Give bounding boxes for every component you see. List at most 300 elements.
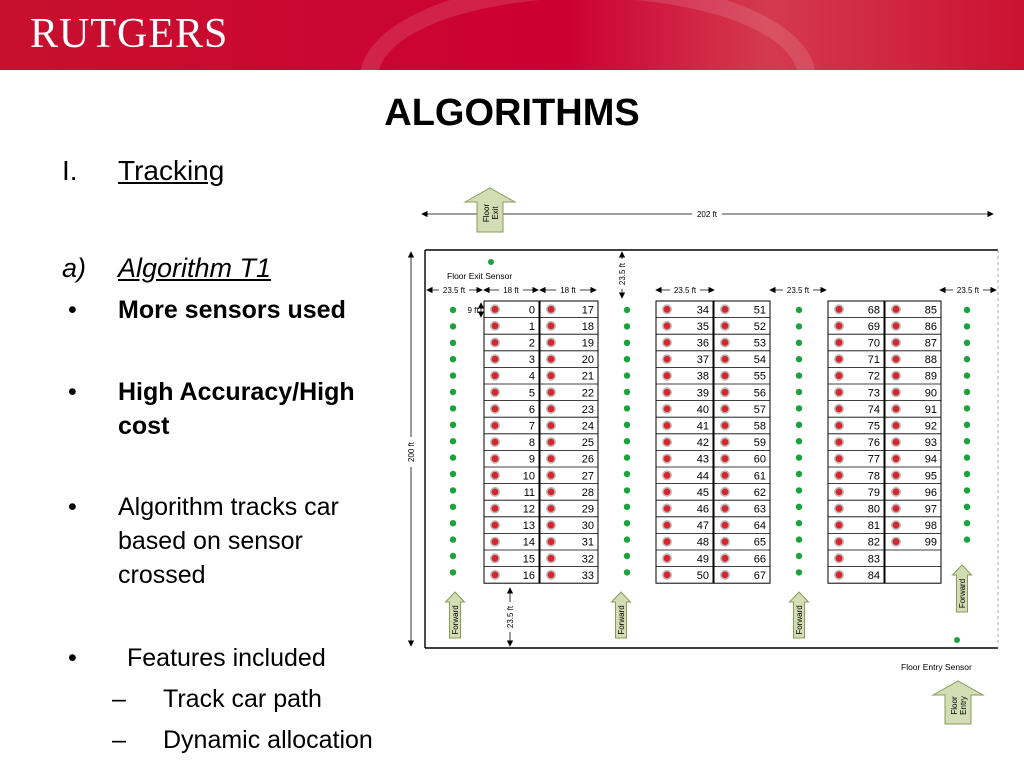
space-number: 78: [867, 470, 880, 483]
space-length-label: 18 ft: [503, 286, 519, 295]
space-number: 13: [522, 520, 535, 533]
space-number: 69: [867, 320, 880, 333]
space-number: 85: [924, 304, 937, 317]
space-sensor: [721, 322, 729, 330]
space-sensor: [547, 455, 555, 463]
bullet-high-accuracy-line1: High Accuracy/High: [118, 378, 355, 406]
space-number: 76: [867, 437, 880, 450]
space-sensor: [835, 504, 843, 512]
aisle-dimension-label: 23.5 ft: [442, 286, 466, 295]
aisle-sensor: [796, 356, 802, 362]
space-sensor: [547, 488, 555, 496]
space-sensor: [491, 388, 499, 396]
space-number: 86: [924, 320, 937, 333]
space-sensor: [663, 405, 671, 413]
aisle-sensor: [796, 569, 802, 575]
space-sensor: [547, 471, 555, 479]
aisle-sensor: [964, 536, 970, 542]
space-sensor: [663, 438, 671, 446]
space-sensor: [491, 471, 499, 479]
aisle-sensor: [624, 487, 630, 493]
space-number: 35: [696, 320, 709, 333]
aisle-sensor: [964, 471, 970, 477]
space-number: 60: [753, 453, 766, 466]
space-number: 46: [696, 503, 709, 516]
space-number: 77: [867, 453, 880, 466]
aisle-sensor: [624, 569, 630, 575]
space-number: 68: [867, 304, 880, 317]
space-number: 25: [581, 437, 594, 450]
space-sensor: [892, 521, 900, 529]
space-sensor: [547, 421, 555, 429]
space-sensor: [835, 521, 843, 529]
rutgers-logo: RUTGERS: [30, 11, 229, 57]
space-sensor: [721, 421, 729, 429]
aisle-sensor: [450, 520, 456, 526]
space-sensor: [892, 471, 900, 479]
floor-exit-sensor: [488, 259, 494, 265]
space-number: 27: [581, 470, 594, 483]
space-number: 91: [924, 403, 937, 416]
aisle-sensor: [964, 323, 970, 329]
bullet-marker: •: [68, 493, 77, 521]
bottom-aisle-dimension-label: 23.5 ft: [506, 605, 515, 629]
bullet-tracks-line2: based on sensor: [118, 527, 303, 555]
space-sensor: [547, 438, 555, 446]
space-sensor: [835, 455, 843, 463]
space-number: 67: [753, 569, 766, 582]
space-sensor: [547, 405, 555, 413]
space-sensor: [491, 355, 499, 363]
space-number: 72: [867, 370, 880, 383]
space-number: 65: [753, 536, 766, 549]
space-sensor: [721, 488, 729, 496]
space-sensor: [721, 355, 729, 363]
aisle-sensor: [796, 372, 802, 378]
space-sensor: [491, 538, 499, 546]
aisle-sensor: [964, 504, 970, 510]
space-sensor: [835, 421, 843, 429]
space-number: 74: [867, 403, 880, 416]
space-number: 16: [522, 569, 535, 582]
floor-exit-sensor-label: Floor Exit Sensor: [447, 271, 513, 281]
space-number: 43: [696, 453, 709, 466]
space-sensor: [835, 388, 843, 396]
space-sensor: [663, 538, 671, 546]
floor-entry-label: Floor: [950, 696, 959, 715]
space-sensor: [835, 571, 843, 579]
aisle-sensor: [624, 372, 630, 378]
space-sensor: [547, 554, 555, 562]
space-number: 36: [696, 337, 709, 350]
space-sensor: [835, 338, 843, 346]
space-number: 44: [696, 470, 709, 483]
space-sensor: [491, 521, 499, 529]
bullet-more-sensors: More sensors used: [118, 296, 346, 324]
space-number: 73: [867, 387, 880, 400]
space-sensor: [835, 438, 843, 446]
aisle-sensor: [450, 487, 456, 493]
space-sensor: [835, 322, 843, 330]
space-sensor: [721, 372, 729, 380]
space-sensor: [721, 405, 729, 413]
floor-exit-label: Exit: [491, 206, 500, 220]
section-title: Tracking: [118, 155, 225, 186]
space-number: 59: [753, 437, 766, 450]
space-number: 88: [924, 354, 937, 367]
aisle-sensor: [964, 372, 970, 378]
bullet-tracks-line1: Algorithm tracks car: [118, 493, 339, 521]
subsection-title: Algorithm T1: [118, 253, 272, 283]
space-sensor: [491, 421, 499, 429]
aisle-sensor: [450, 356, 456, 362]
space-number: 71: [867, 354, 880, 367]
space-number: 89: [924, 370, 937, 383]
space-number: 23: [581, 403, 594, 416]
space-number: 32: [581, 553, 594, 566]
height-dimension-label: 200 ft: [407, 441, 416, 463]
space-sensor: [491, 438, 499, 446]
space-number: 58: [753, 420, 766, 433]
space-number: 48: [696, 536, 709, 549]
space-number: 63: [753, 503, 766, 516]
space-sensor: [892, 455, 900, 463]
space-sensor: [547, 504, 555, 512]
aisle-sensor: [624, 454, 630, 460]
aisle-sensor: [624, 504, 630, 510]
aisle-sensor: [964, 307, 970, 313]
space-number: 98: [924, 520, 937, 533]
space-number: 34: [696, 304, 709, 317]
aisle-sensor: [450, 569, 456, 575]
space-number: 9: [528, 453, 535, 466]
aisle-sensor: [624, 422, 630, 428]
space-number: 18: [581, 320, 594, 333]
space-sensor: [892, 388, 900, 396]
space-number: 57: [753, 403, 766, 416]
forward-label: Forward: [451, 605, 460, 635]
space-number: 7: [528, 420, 535, 433]
space-sensor: [547, 355, 555, 363]
space-number: 37: [696, 354, 709, 367]
space-number: 82: [867, 536, 880, 549]
space-sensor: [721, 521, 729, 529]
space-number: 2: [528, 337, 535, 350]
space-sensor: [892, 438, 900, 446]
aisle-sensor: [450, 389, 456, 395]
aisle-sensor: [964, 487, 970, 493]
aisle-sensor: [450, 422, 456, 428]
space-sensor: [547, 338, 555, 346]
space-sensor: [491, 455, 499, 463]
aisle-sensor: [796, 487, 802, 493]
forward-label: Forward: [795, 605, 804, 635]
sub-bullet-track-path: Track car path: [163, 685, 322, 713]
aisle-sensor: [450, 536, 456, 542]
aisle-sensor: [964, 454, 970, 460]
section-number: I.: [62, 155, 78, 186]
aisle-sensor: [796, 438, 802, 444]
aisle-sensor: [624, 536, 630, 542]
space-number: 54: [753, 354, 766, 367]
dash-marker: –: [112, 726, 126, 754]
space-number: 5: [528, 387, 535, 400]
space-sensor: [892, 504, 900, 512]
space-sensor: [835, 554, 843, 562]
aisle-sensor: [796, 340, 802, 346]
space-sensor: [663, 421, 671, 429]
space-sensor: [892, 338, 900, 346]
space-sensor: [835, 405, 843, 413]
aisle-sensor: [796, 553, 802, 559]
floor-entry-sensor: [954, 637, 960, 643]
space-sensor: [491, 338, 499, 346]
space-number: 97: [924, 503, 937, 516]
bullet-tracks-line3: crossed: [118, 561, 206, 589]
space-number: 8: [528, 437, 535, 450]
space-number: 28: [581, 486, 594, 499]
space-number: 22: [581, 387, 594, 400]
floor-entry-sensor-label: Floor Entry Sensor: [901, 662, 972, 672]
space-sensor: [491, 571, 499, 579]
space-number: 49: [696, 553, 709, 566]
space-number: 12: [522, 503, 535, 516]
aisle-sensor: [624, 323, 630, 329]
aisle-sensor: [450, 323, 456, 329]
space-number: 92: [924, 420, 937, 433]
space-sensor: [547, 521, 555, 529]
space-number: 26: [581, 453, 594, 466]
space-number: 80: [867, 503, 880, 516]
bullet-marker: •: [68, 644, 77, 672]
space-sensor: [547, 322, 555, 330]
space-sensor: [491, 305, 499, 313]
space-sensor: [835, 488, 843, 496]
space-number: 70: [867, 337, 880, 350]
space-sensor: [663, 521, 671, 529]
aisle-sensor: [624, 340, 630, 346]
space-sensor: [547, 538, 555, 546]
space-length-label: 18 ft: [560, 286, 576, 295]
space-sensor: [892, 355, 900, 363]
space-sensor: [547, 372, 555, 380]
space-number: 39: [696, 387, 709, 400]
space-number: 83: [867, 553, 880, 566]
space-sensor: [721, 571, 729, 579]
aisle-sensor: [450, 504, 456, 510]
space-sensor: [835, 538, 843, 546]
aisle-dimension-label: 23.5 ft: [786, 286, 810, 295]
space-sensor: [663, 338, 671, 346]
aisle-sensor: [964, 356, 970, 362]
aisle-sensor: [796, 323, 802, 329]
bullet-marker: •: [68, 296, 77, 324]
space-sensor: [835, 355, 843, 363]
space-number: 11: [523, 486, 535, 499]
space-number: 52: [753, 320, 766, 333]
aisle-sensor: [624, 438, 630, 444]
space-sensor: [721, 554, 729, 562]
space-number: 38: [696, 370, 709, 383]
space-sensor: [547, 571, 555, 579]
aisle-sensor: [624, 520, 630, 526]
aisle-sensor: [796, 504, 802, 510]
space-number: 75: [867, 420, 880, 433]
space-sensor: [835, 372, 843, 380]
space-number: 45: [696, 486, 709, 499]
forward-label: Forward: [617, 605, 626, 635]
bullet-features: Features included: [127, 644, 326, 672]
aisle-sensor: [624, 389, 630, 395]
dash-marker: –: [112, 685, 126, 713]
space-sensor: [663, 554, 671, 562]
aisle-sensor: [624, 356, 630, 362]
space-number: 61: [753, 470, 766, 483]
space-number: 62: [753, 486, 766, 499]
space-sensor: [721, 471, 729, 479]
space-number: 55: [753, 370, 766, 383]
space-sensor: [721, 388, 729, 396]
space-sensor: [721, 455, 729, 463]
space-number: 66: [753, 553, 766, 566]
space-number: 10: [522, 470, 535, 483]
space-sensor: [491, 554, 499, 562]
space-sensor: [892, 405, 900, 413]
space-number: 33: [581, 569, 594, 582]
space-number: 40: [696, 403, 709, 416]
aisle-dimension-label: 23.5 ft: [956, 286, 980, 295]
space-sensor: [663, 355, 671, 363]
width-dimension-label: 202 ft: [696, 210, 718, 219]
space-sensor: [892, 372, 900, 380]
space-sensor: [663, 571, 671, 579]
space-sensor: [721, 538, 729, 546]
sub-bullet-dynamic-allocation: Dynamic allocation: [163, 726, 373, 754]
space-number: 19: [581, 337, 594, 350]
space-number: 31: [581, 536, 594, 549]
aisle-sensor: [796, 389, 802, 395]
space-number: 21: [581, 370, 594, 383]
space-sensor: [721, 338, 729, 346]
space-number: 90: [924, 387, 937, 400]
space-sensor: [491, 504, 499, 512]
space-number: 95: [924, 470, 937, 483]
aisle-sensor: [964, 422, 970, 428]
space-sensor: [892, 538, 900, 546]
space-number: 15: [522, 553, 535, 566]
space-number: 51: [753, 304, 766, 317]
space-sensor: [663, 388, 671, 396]
space-sensor: [663, 471, 671, 479]
space-number: 4: [528, 370, 535, 383]
space-number: 84: [867, 569, 880, 582]
space-number: 47: [696, 520, 709, 533]
space-number: 20: [581, 354, 594, 367]
aisle-sensor: [796, 405, 802, 411]
space-number: 87: [924, 337, 937, 350]
space-number: 93: [924, 437, 937, 450]
aisle-sensor: [964, 405, 970, 411]
slide-title: ALGORITHMS: [384, 92, 640, 134]
aisle-sensor: [796, 454, 802, 460]
aisle-dimension-label: 23.5 ft: [673, 286, 697, 295]
top-aisle-dimension-label: 23.5 ft: [618, 262, 627, 286]
space-sensor: [721, 504, 729, 512]
space-sensor: [663, 504, 671, 512]
aisle-sensor: [796, 536, 802, 542]
space-number: 6: [528, 403, 535, 416]
aisle-sensor: [796, 422, 802, 428]
forward-label: Forward: [958, 578, 967, 609]
bullet-high-accuracy-line2: cost: [118, 412, 170, 440]
aisle-sensor: [450, 405, 456, 411]
space-sensor: [663, 322, 671, 330]
space-number: 29: [581, 503, 594, 516]
space-sensor: [491, 372, 499, 380]
space-width-label: 9 ft: [467, 306, 479, 315]
space-sensor: [663, 455, 671, 463]
space-number: 99: [924, 536, 937, 549]
aisle-sensor: [964, 389, 970, 395]
space-sensor: [892, 421, 900, 429]
space-number: 1: [528, 320, 535, 333]
aisle-sensor: [450, 454, 456, 460]
space-number: 14: [522, 536, 535, 549]
space-number: 3: [528, 354, 535, 367]
space-sensor: [663, 372, 671, 380]
space-number: 30: [581, 520, 594, 533]
space-sensor: [491, 488, 499, 496]
aisle-sensor: [624, 471, 630, 477]
aisle-sensor: [796, 307, 802, 313]
space-number: 79: [867, 486, 880, 499]
space-number: 81: [867, 520, 880, 533]
space-number: 41: [696, 420, 709, 433]
space-number: 50: [696, 569, 709, 582]
space-sensor: [491, 405, 499, 413]
aisle-sensor: [796, 471, 802, 477]
space-number: 96: [924, 486, 937, 499]
space-number: 64: [753, 520, 766, 533]
space-sensor: [835, 471, 843, 479]
space-sensor: [835, 305, 843, 313]
aisle-sensor: [450, 372, 456, 378]
space-sensor: [663, 305, 671, 313]
space-sensor: [547, 305, 555, 313]
space-sensor: [547, 388, 555, 396]
floor-exit-label: Floor: [482, 203, 491, 223]
bullet-marker: •: [68, 378, 77, 406]
aisle-sensor: [624, 553, 630, 559]
space-sensor: [892, 322, 900, 330]
space-sensor: [721, 305, 729, 313]
space-number: 0: [528, 304, 535, 317]
space-sensor: [491, 322, 499, 330]
space-number: 94: [924, 453, 937, 466]
space-sensor: [663, 488, 671, 496]
aisle-sensor: [964, 520, 970, 526]
aisle-sensor: [450, 553, 456, 559]
aisle-sensor: [450, 307, 456, 313]
aisle-sensor: [624, 307, 630, 313]
aisle-sensor: [450, 471, 456, 477]
space-number: 17: [581, 304, 594, 317]
aisle-sensor: [624, 405, 630, 411]
aisle-sensor: [796, 520, 802, 526]
space-number: 24: [581, 420, 594, 433]
aisle-sensor: [964, 340, 970, 346]
aisle-sensor: [964, 438, 970, 444]
